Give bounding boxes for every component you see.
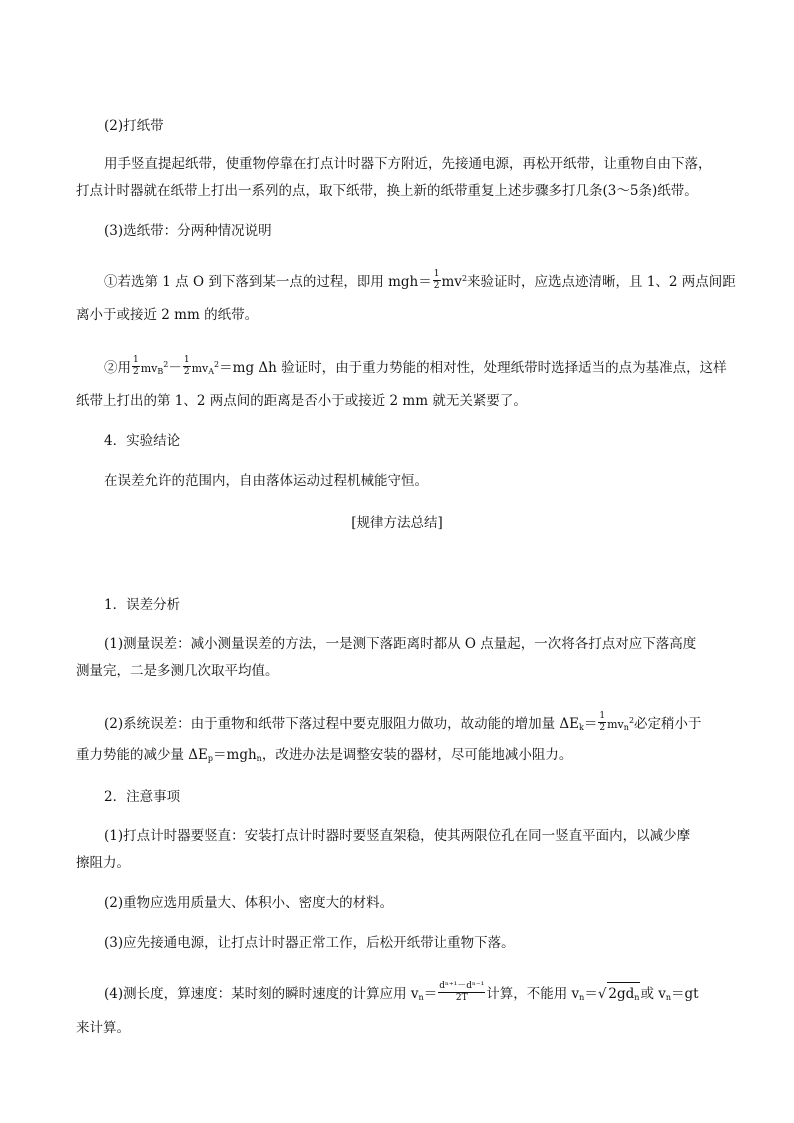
subscript: p xyxy=(207,754,214,763)
equals-sign: ＝ xyxy=(583,716,598,732)
section-2-title: (2)打纸带 xyxy=(104,118,164,134)
fraction-denominator: 2 xyxy=(433,281,440,291)
note-4-text-c: 或 v xyxy=(640,986,666,1002)
sqrt-body xyxy=(607,982,640,1009)
error-analysis-title: 1．误差分析 xyxy=(104,597,181,613)
subscript: k xyxy=(579,723,584,732)
subscript: B xyxy=(157,367,164,376)
note-2: (2)重物应选用质量大、体积小、密度大的材料。 xyxy=(104,895,394,911)
subscript: n xyxy=(665,993,672,1002)
system-error-text-b: 必定稍小于 xyxy=(634,716,702,732)
fraction-half xyxy=(433,269,441,292)
system-error-text-e: ，改进办法是调整安装的器材，尽可能地减小阻力。 xyxy=(261,747,573,763)
velocity-fraction xyxy=(438,981,485,1004)
note-3: (3)应先接通电源，让打点计时器正常工作，后松开纸带让重物下落。 xyxy=(104,935,515,951)
case-2-text-b: ＝mg Δh 验证时，由于重力势能的相对性，处理纸带时选择适当的点为基准点，这样 xyxy=(219,360,727,376)
superscript: 2 xyxy=(461,274,468,283)
equals-sign: ＝ xyxy=(423,986,438,1002)
section-2-line-1: 用手竖直提起纸带，使重物停靠在打点计时器下方附近，先接通电源，再松开纸带，让重物自由下落， xyxy=(104,156,712,172)
case-2-line-2: 纸带上打出的第 1、2 两点间的距离是否小于或接近 2 mm 就无关紧要了。 xyxy=(76,393,527,409)
sqrt-symbol: √ xyxy=(597,986,607,1002)
minus-sign: － xyxy=(168,360,182,376)
system-error-text-a: (2)系统误差：由于重物和纸带下落过程中要克服阻力做功，故动能的增加量 ΔE xyxy=(104,716,580,732)
subscript: n xyxy=(634,993,640,1002)
notes-title: 2．注意事项 xyxy=(104,789,181,805)
case-1-line-2: 离小于或接近 2 mm 的纸带。 xyxy=(76,307,259,323)
note-4-text-b: 计算，不能用 v xyxy=(486,986,580,1002)
term-mv: mv xyxy=(140,362,158,375)
note-1-line-1: (1)打点计时器要竖直：安装打点计时器时要竖直架稳，使其两限位孔在同一竖直平面内，以减少摩 xyxy=(104,828,691,844)
system-error-text-d: ＝mgh xyxy=(213,747,257,763)
term-mv: mv xyxy=(607,718,624,731)
case-1-line-1 xyxy=(104,268,736,294)
system-error-line-2 xyxy=(76,744,572,770)
note-4-text-d: ＝gt xyxy=(671,986,699,1002)
case-1-text-c: 来验证时，应选点迹清晰，且 1、2 两点间距 xyxy=(467,274,736,290)
fraction-numerator: 1 xyxy=(433,269,440,279)
fraction-numerator: 1 xyxy=(599,711,606,721)
subscript: n xyxy=(256,754,262,763)
measurement-error-line-2: 测量完，二是多测几次取平均值。 xyxy=(76,663,279,679)
note-1-line-2: 擦阻力。 xyxy=(76,855,130,871)
case-2-line-1 xyxy=(104,354,727,383)
section-4-title: 4．实验结论 xyxy=(104,433,181,449)
fraction-denominator: 2 xyxy=(599,723,606,733)
fraction-half xyxy=(183,355,191,378)
note-4-line-1 xyxy=(104,982,699,1009)
summary-heading: [规律方法总结] xyxy=(351,515,443,531)
fraction-denominator: 2 xyxy=(183,367,190,377)
case-2-text-a: ②用 xyxy=(104,360,131,376)
superscript: 2 xyxy=(628,716,635,725)
subscript: n xyxy=(579,993,585,1002)
measurement-error-line-1: (1)测量误差：减小测量误差的方法，一是测下落距离时都从 O 点量起，一次将各打点对应下落高度 xyxy=(104,636,697,652)
section-3-title: (3)选纸带：分两种情况说明 xyxy=(104,223,272,239)
case-1-text-a: ①若选第 1 点 O 到下落到某一点的过程，即用 mgh＝ xyxy=(104,274,432,290)
system-error-text-c: 重力势能的减少量 ΔE xyxy=(76,747,208,763)
fraction-numerator: 1 xyxy=(183,355,190,365)
superscript: 2 xyxy=(163,360,169,369)
note-4-line-2: 来计算。 xyxy=(76,1020,130,1036)
fraction-denominator: 2T xyxy=(455,993,468,1003)
term-mv: mv xyxy=(191,362,209,375)
superscript: 2 xyxy=(214,360,220,369)
sqrt-term: 2gd xyxy=(608,986,635,1002)
subscript: A xyxy=(208,367,215,376)
fraction-half xyxy=(132,355,140,378)
section-2-line-2: 打点计时器就在纸带上打出一系列的点，取下纸带，换上新的纸带重复上述步骤多打几条(3～5条)纸带。 xyxy=(76,183,698,199)
subscript: n xyxy=(418,993,424,1002)
fraction-denominator: 2 xyxy=(133,367,139,377)
note-4-text-a: (4)测长度，算速度：某时刻的瞬时速度的计算应用 v xyxy=(104,986,419,1002)
equals-sign: ＝ xyxy=(584,986,598,1002)
fraction-half xyxy=(598,711,606,734)
subscript: n xyxy=(623,723,629,732)
case-1-text-b: mv xyxy=(441,274,462,290)
fraction-numerator: 1 xyxy=(133,355,139,365)
fraction-numerator: dⁿ⁺¹－dⁿ⁻¹ xyxy=(439,981,485,991)
system-error-line-1 xyxy=(104,710,702,739)
section-4-text: 在误差允许的范围内，自由落体运动过程机械能守恒。 xyxy=(104,473,428,489)
